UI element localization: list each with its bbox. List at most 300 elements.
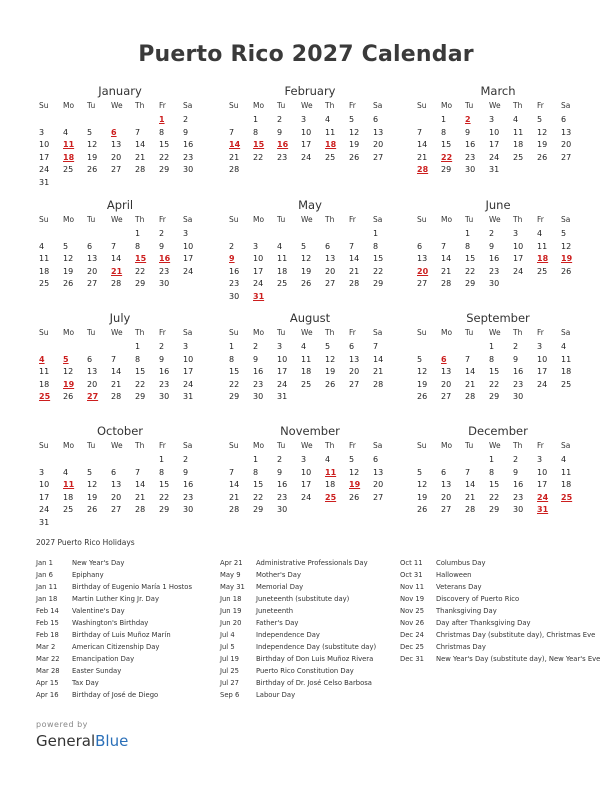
holiday-entry [400,629,611,641]
weekday-header: Sa [183,215,193,224]
holiday-date: Jul 27 [220,679,240,687]
holiday-name: New Year's Day [72,559,125,567]
holiday-date: Oct 11 [400,559,423,567]
weekday-header: Fr [537,101,544,110]
day-cell: 1 [489,342,495,351]
day-cell: 12 [417,480,428,489]
day-cell: 13 [111,140,122,149]
holiday-name: Day after Thanksgiving Day [436,619,531,627]
day-cell: 16 [229,266,240,276]
day-cell: 18 [561,367,572,376]
day-cell: 18 [39,379,50,389]
holiday-date: Jul 19 [220,655,240,663]
empty-cell [438,341,462,354]
day-cell: 16 [465,140,476,149]
weekday-header: We [489,441,501,450]
month-november [226,422,394,517]
empty-cell [414,114,438,127]
day-cell: 21 [441,266,452,276]
holiday-name: Birthday of Luis Muñoz Marín [72,631,171,639]
day-cell: 29 [229,392,240,401]
page-title: Puerto Rico 2027 Calendar [138,42,474,67]
day-cell: 2 [183,455,189,464]
day-cell: 7 [373,342,379,351]
day-cell: 8 [489,467,495,477]
holiday-column [220,557,376,701]
weekday-header: Sa [373,441,383,450]
day-cell: 3 [537,342,543,351]
day-cell: 26 [87,505,98,514]
day-cell: 12 [349,467,360,477]
holiday-day-cell: 27 [87,392,99,401]
holiday-day-cell: 31 [537,505,549,514]
day-cell: 5 [87,127,93,137]
month-name: August [289,311,331,325]
day-cell: 21 [111,379,122,389]
day-cell: 26 [63,392,74,401]
weekday-header: Th [135,101,145,110]
day-cell: 18 [325,480,336,489]
holiday-day-cell: 19 [63,379,75,389]
weekday-header: Th [325,441,335,450]
day-cell: 18 [561,480,572,489]
day-cell: 5 [325,342,331,351]
day-grid [226,440,394,517]
empty-cell [84,114,108,127]
empty-cell [298,228,322,241]
day-cell: 26 [87,165,98,174]
day-cell: 2 [183,115,189,124]
day-grid [414,214,582,291]
weekday-header: Su [417,101,427,110]
weekday-header: Su [39,441,49,450]
day-cell: 23 [277,492,288,502]
empty-cell [60,341,84,354]
holiday-entry [36,557,192,569]
holiday-entry [400,605,611,617]
day-cell: 24 [277,379,288,389]
holiday-date: Mar 28 [36,667,60,675]
day-cell: 12 [87,140,98,149]
weekday-header: Tu [465,441,474,450]
weekday-header: Mo [253,441,265,450]
weekday-header: Tu [277,441,286,450]
day-cell: 20 [373,140,384,149]
day-cell: 8 [465,241,471,251]
month-september [414,309,582,404]
day-cell: 1 [489,455,495,464]
day-cell: 13 [417,254,428,263]
weekday-header: Mo [253,101,265,110]
day-cell: 10 [301,127,312,137]
day-cell: 21 [135,492,146,502]
day-cell: 6 [349,342,355,351]
weekday-header: We [111,441,123,450]
day-cell: 9 [183,127,189,137]
brand-general: General [36,732,96,750]
day-cell: 24 [183,379,194,389]
day-cell: 21 [465,379,476,389]
weekday-header: Su [229,215,239,224]
holiday-date: Jun 19 [220,607,242,615]
holiday-name: American Citizenship Day [72,643,160,651]
weekday-header: Sa [373,215,383,224]
day-cell: 7 [229,467,235,477]
weekday-header: Fr [349,101,356,110]
holiday-name: Birthday of Eugenio María 1 Hostos [72,583,193,591]
day-cell: 29 [159,165,170,174]
holiday-day-cell: 28 [417,165,429,174]
empty-cell [60,114,84,127]
holiday-entry [220,629,376,641]
holiday-date: Feb 15 [36,619,59,627]
empty-cell [274,228,298,241]
day-cell: 10 [537,467,548,477]
day-cell: 30 [513,505,524,514]
empty-cell [346,228,370,241]
day-cell: 19 [87,492,98,502]
day-cell: 4 [537,229,543,238]
holiday-date: Mar 2 [36,643,56,651]
day-cell: 20 [87,379,98,389]
empty-cell [108,341,132,354]
day-cell: 19 [417,492,428,502]
day-cell: 23 [183,492,194,502]
weekday-header: Sa [183,328,193,337]
empty-cell [462,341,486,354]
day-cell: 16 [513,480,524,489]
day-cell: 11 [537,241,548,251]
day-cell: 5 [349,115,355,124]
empty-cell [36,341,60,354]
day-cell: 18 [301,367,312,376]
weekday-header: Fr [159,441,166,450]
day-cell: 20 [561,140,572,149]
day-cell: 5 [349,455,355,464]
holiday-entry [220,689,376,701]
day-cell: 15 [489,480,500,489]
day-cell: 7 [349,241,355,251]
empty-cell [414,228,438,241]
holiday-day-cell: 1 [159,115,165,124]
weekday-header: We [111,101,123,110]
day-cell: 23 [489,266,500,276]
holiday-entry [36,653,192,665]
holiday-name: Father's Day [256,619,299,627]
empty-cell [250,228,274,241]
holiday-date: Jan 6 [36,571,53,579]
month-name: October [96,424,144,438]
day-cell: 10 [301,467,312,477]
day-cell: 1 [465,229,471,238]
day-cell: 22 [229,379,240,389]
holiday-entry [400,641,611,653]
day-cell: 17 [253,266,264,276]
day-cell: 17 [183,254,194,263]
day-cell: 24 [301,152,312,162]
empty-cell [226,114,250,127]
weekday-header: Fr [349,441,356,450]
month-name: September [466,311,530,325]
day-cell: 8 [159,467,165,477]
holiday-day-cell: 18 [325,140,337,149]
day-cell: 22 [159,492,170,502]
day-cell: 30 [253,392,264,401]
holiday-name: Mother's Day [256,571,301,579]
day-cell: 9 [253,354,259,364]
day-cell: 7 [135,127,141,137]
month-name: March [480,84,516,98]
holiday-date: May 9 [220,571,241,579]
day-cell: 31 [39,177,50,187]
weekday-header: We [301,328,313,337]
holiday-date: Nov 19 [400,595,425,603]
weekday-header: Sa [183,101,193,110]
day-cell: 24 [253,279,264,288]
weekday-header: Su [229,101,239,110]
holiday-day-cell: 16 [277,140,289,149]
holiday-name: Tax Day [72,679,99,687]
holiday-entry [36,665,192,677]
holiday-entry [220,557,376,569]
day-cell: 23 [513,379,524,389]
day-cell: 14 [441,254,452,263]
day-cell: 17 [39,492,50,502]
day-cell: 30 [183,505,194,514]
day-cell: 24 [183,266,194,276]
day-cell: 21 [229,492,240,502]
holiday-entry [220,617,376,629]
day-cell: 21 [349,266,360,276]
weekday-header: Mo [63,101,75,110]
day-cell: 17 [513,254,524,263]
day-cell: 13 [373,127,384,137]
day-cell: 28 [135,505,146,514]
day-grid [36,327,204,404]
day-cell: 12 [561,241,572,251]
day-cell: 3 [183,229,189,238]
day-cell: 16 [159,367,170,376]
day-cell: 5 [63,241,69,251]
day-grid [414,327,582,404]
month-name: December [468,424,528,438]
holiday-date: Mar 22 [36,655,60,663]
empty-cell [36,114,60,127]
holiday-entry [36,629,192,641]
weekday-header: Sa [561,441,571,450]
holiday-name: Administrative Professionals Day [256,559,368,567]
holiday-entry [220,677,376,689]
day-cell: 15 [159,140,170,149]
day-cell: 11 [561,354,572,364]
holiday-name: Memorial Day [256,583,304,591]
day-cell: 28 [111,279,122,288]
day-cell: 2 [513,455,519,464]
day-cell: 1 [135,342,141,351]
day-cell: 22 [489,379,500,389]
day-cell: 15 [489,367,500,376]
day-cell: 31 [489,165,500,174]
holiday-name: Halloween [436,571,472,579]
holiday-day-cell: 6 [441,354,447,364]
holiday-day-cell: 18 [537,254,549,263]
weekday-header: Sa [183,441,193,450]
day-cell: 30 [513,392,524,401]
day-cell: 16 [513,367,524,376]
holiday-date: Jun 18 [220,595,242,603]
day-cell: 8 [229,354,235,364]
holiday-date: Sep 6 [220,691,240,699]
day-cell: 14 [417,140,428,149]
empty-cell [84,228,108,241]
day-cell: 15 [441,140,452,149]
weekday-header: Mo [253,328,265,337]
holiday-date: Jan 1 [36,559,53,567]
holiday-entry [220,665,376,677]
day-cell: 1 [253,455,259,464]
holiday-name: Birthday of Don Luis Muñoz Rivera [256,655,374,663]
weekday-header: Fr [159,101,166,110]
day-cell: 14 [373,354,384,364]
weekday-header: Fr [159,328,166,337]
day-cell: 22 [253,152,264,162]
holiday-day-cell: 19 [349,480,361,489]
day-cell: 1 [373,229,379,238]
month-name: November [280,424,340,438]
day-cell: 8 [441,127,447,137]
weekday-header: Mo [63,328,75,337]
day-cell: 8 [373,241,379,251]
day-cell: 22 [135,379,146,389]
day-cell: 28 [465,392,476,401]
day-cell: 13 [87,254,98,263]
day-cell: 28 [111,392,122,401]
day-cell: 13 [441,480,452,489]
day-cell: 29 [489,505,500,514]
day-grid [414,100,582,177]
month-july [36,309,204,404]
holiday-day-cell: 14 [229,140,241,149]
day-grid [226,100,394,177]
day-cell: 15 [229,367,240,376]
day-cell: 4 [39,241,45,251]
weekday-header: We [301,441,313,450]
day-cell: 13 [111,480,122,489]
day-cell: 22 [253,492,264,502]
day-cell: 25 [63,165,74,174]
day-cell: 26 [63,279,74,288]
day-cell: 24 [537,379,548,389]
month-name: April [106,198,134,212]
day-cell: 8 [253,467,259,477]
day-cell: 22 [373,266,384,276]
day-cell: 21 [373,367,384,376]
day-cell: 30 [489,279,500,288]
day-cell: 12 [63,367,74,376]
day-cell: 27 [441,505,452,514]
day-cell: 6 [87,354,93,364]
day-cell: 28 [135,165,146,174]
day-cell: 20 [373,480,384,489]
holiday-entry [220,569,376,581]
weekday-header: Fr [349,215,356,224]
day-cell: 12 [417,367,428,376]
holiday-entry [220,653,376,665]
day-cell: 23 [277,152,288,162]
day-cell: 28 [465,505,476,514]
day-cell: 20 [325,266,336,276]
holiday-column [400,557,611,665]
day-cell: 25 [325,152,336,162]
month-june [414,196,582,291]
day-cell: 1 [229,342,235,351]
day-cell: 23 [253,379,264,389]
day-cell: 24 [489,152,500,162]
day-cell: 17 [301,140,312,149]
month-may [226,196,394,303]
holiday-entry [400,593,611,605]
brand-logo[interactable] [36,732,128,750]
day-cell: 11 [39,254,50,263]
day-cell: 27 [373,492,384,502]
holiday-day-cell: 16 [159,254,171,263]
day-cell: 13 [325,254,336,263]
day-cell: 15 [373,254,384,263]
day-cell: 22 [465,266,476,276]
day-cell: 27 [111,505,122,514]
day-cell: 19 [301,266,312,276]
holiday-date: Dec 31 [400,655,424,663]
day-cell: 11 [561,467,572,477]
empty-cell [108,454,132,467]
day-cell: 21 [417,152,428,162]
weekday-header: Th [325,328,335,337]
day-cell: 5 [417,467,423,477]
weekday-header: Su [229,441,239,450]
weekday-header: Th [135,441,145,450]
day-cell: 11 [277,254,288,263]
day-cell: 30 [465,165,476,174]
day-cell: 3 [39,127,45,137]
day-cell: 2 [513,342,519,351]
day-cell: 4 [63,467,69,477]
weekday-header: Tu [465,215,474,224]
day-cell: 1 [253,115,259,124]
day-cell: 30 [159,392,170,401]
empty-cell [108,114,132,127]
holiday-entry [36,617,192,629]
day-cell: 24 [513,266,524,276]
day-cell: 27 [111,165,122,174]
day-cell: 4 [301,342,307,351]
day-cell: 5 [537,115,543,124]
day-grid [226,327,394,404]
month-august [226,309,394,404]
day-cell: 29 [135,279,146,288]
day-cell: 11 [39,367,50,376]
weekday-header: Sa [561,215,571,224]
day-cell: 26 [537,152,548,162]
holiday-name: Birthday of José de Diego [72,691,159,699]
holiday-entry [36,605,192,617]
weekday-header: Fr [349,328,356,337]
day-cell: 4 [561,342,567,351]
holiday-column [36,557,192,701]
day-cell: 9 [183,467,189,477]
day-cell: 3 [277,342,283,351]
holiday-date: Feb 14 [36,607,59,615]
day-cell: 5 [301,241,307,251]
